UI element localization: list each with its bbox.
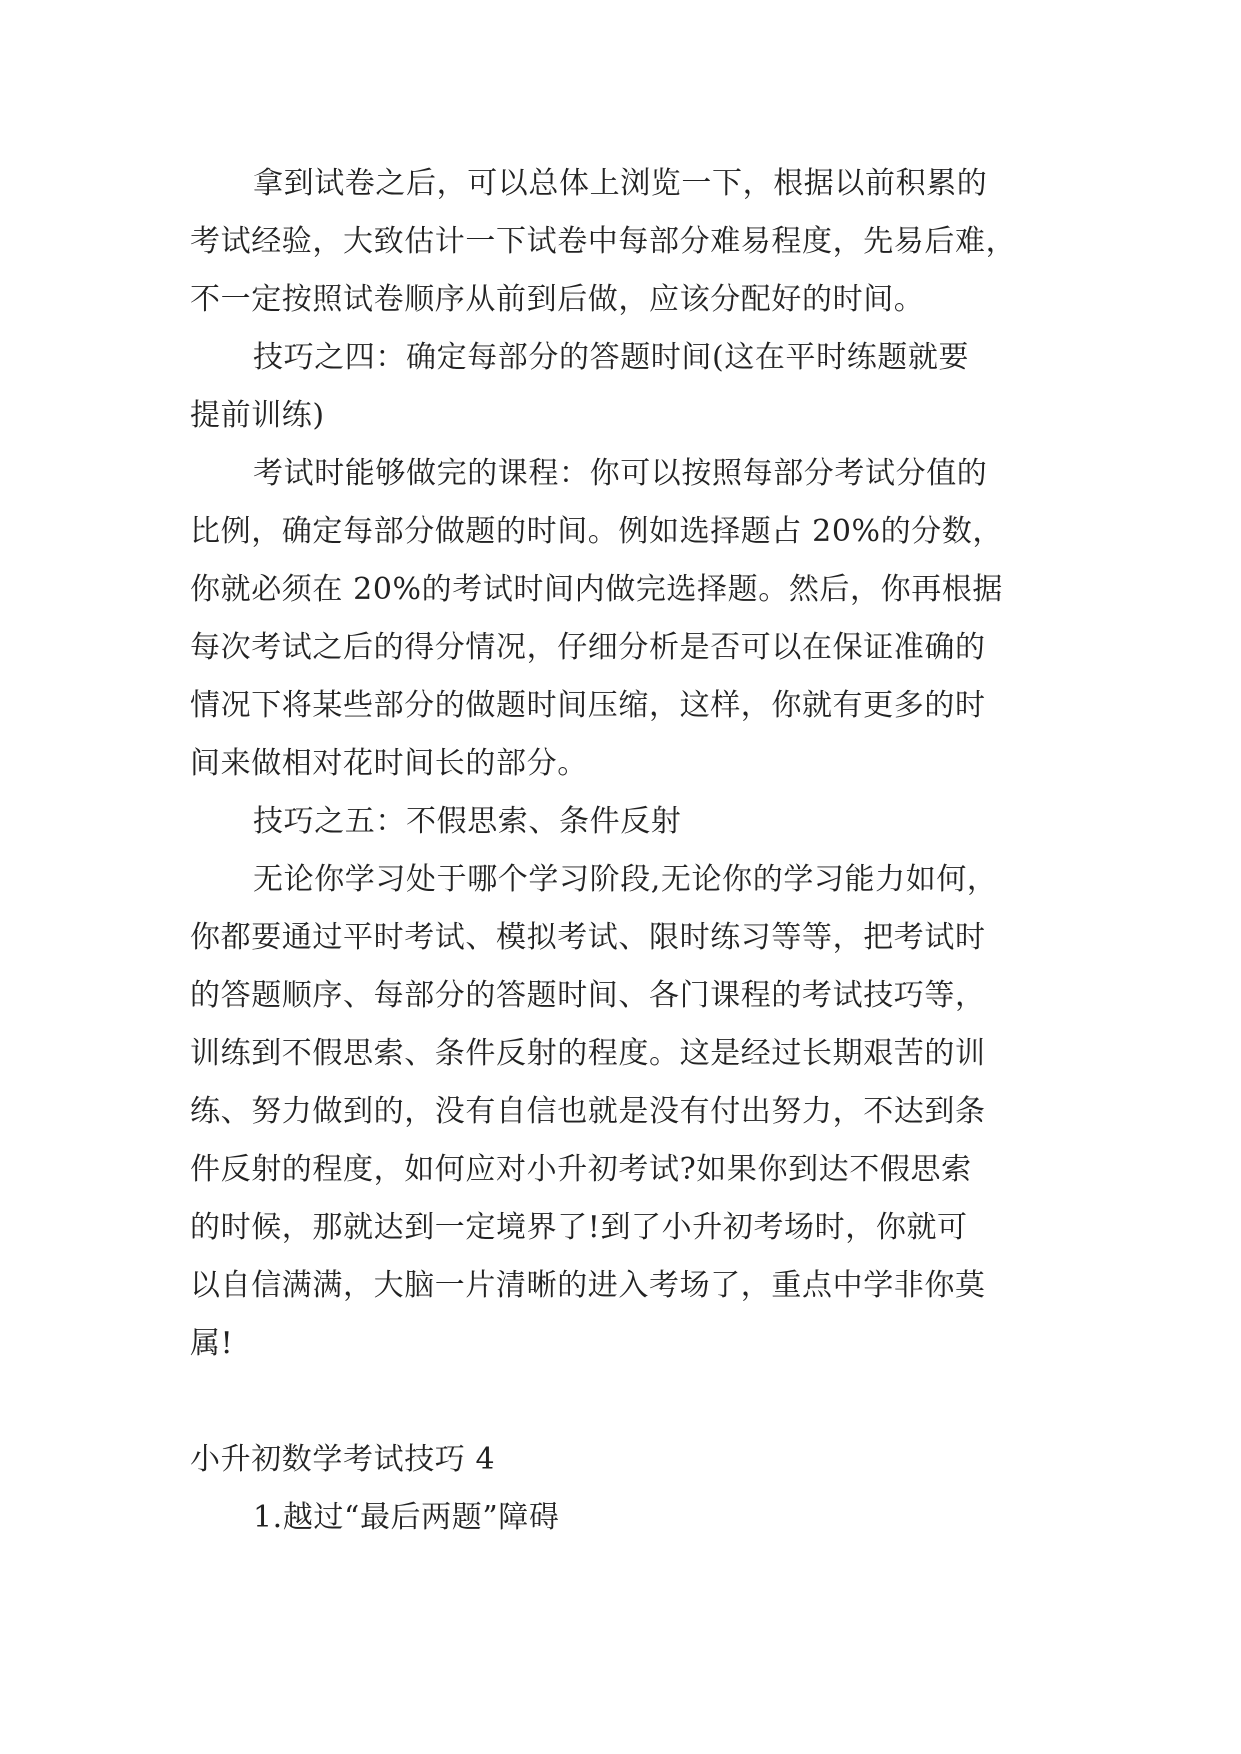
paragraph-line: 训练到不假思索、条件反射的程度。这是经过长期艰苦的训 bbox=[190, 1036, 986, 1071]
paragraph-line: 你都要通过平时考试、模拟考试、限时练习等等，把考试时 bbox=[190, 920, 986, 955]
paragraph-line: 的时候，那就达到一定境界了!到了小升初考场时，你就可 bbox=[190, 1210, 968, 1245]
paragraph-line: 每次考试之后的得分情况，仔细分析是否可以在保证准确的 bbox=[190, 630, 986, 665]
article-title: 小升初数学考试技巧 4 bbox=[190, 1442, 496, 1477]
paragraph-line: 你就必须在 20%的考试时间内做完选择题。然后，你再根据 bbox=[190, 572, 1004, 607]
paragraph-line: 比例，确定每部分做题的时间。例如选择题占 20%的分数， bbox=[190, 514, 1004, 549]
section-heading-line: 技巧之五：不假思索、条件反射 bbox=[253, 804, 682, 839]
paragraph-line: 考试时能够做完的课程：你可以按照每部分考试分值的 bbox=[253, 456, 988, 491]
paragraph-line: 考试经验，大致估计一下试卷中每部分难易程度，先易后难， bbox=[190, 224, 1017, 259]
paragraph-line: 练、努力做到的，没有自信也就是没有付出努力，不达到条 bbox=[190, 1094, 986, 1129]
subsection-heading: 1.越过“最后两题”障碍 bbox=[253, 1500, 560, 1535]
paragraph-line: 间来做相对花时间长的部分。 bbox=[190, 746, 588, 781]
paragraph-line: 件反射的程度，如何应对小升初考试?如果你到达不假思索 bbox=[190, 1152, 972, 1187]
paragraph-line: 拿到试卷之后，可以总体上浏览一下，根据以前积累的 bbox=[253, 166, 988, 201]
paragraph-line: 无论你学习处于哪个学习阶段,无论你的学习能力如何， bbox=[253, 862, 998, 897]
section-heading-line: 技巧之四：确定每部分的答题时间(这在平时练题就要 bbox=[253, 340, 970, 375]
section-heading-line: 提前训练) bbox=[190, 398, 325, 433]
paragraph-line: 属! bbox=[190, 1326, 234, 1361]
paragraph-line: 不一定按照试卷顺序从前到后做，应该分配好的时间。 bbox=[190, 282, 925, 317]
paragraph-line: 以自信满满，大脑一片清晰的进入考场了，重点中学非你莫 bbox=[190, 1268, 986, 1303]
paragraph-line: 情况下将某些部分的做题时间压缩，这样，你就有更多的时 bbox=[190, 688, 986, 723]
paragraph-line: 的答题顺序、每部分的答题时间、各门课程的考试技巧等， bbox=[190, 978, 986, 1013]
